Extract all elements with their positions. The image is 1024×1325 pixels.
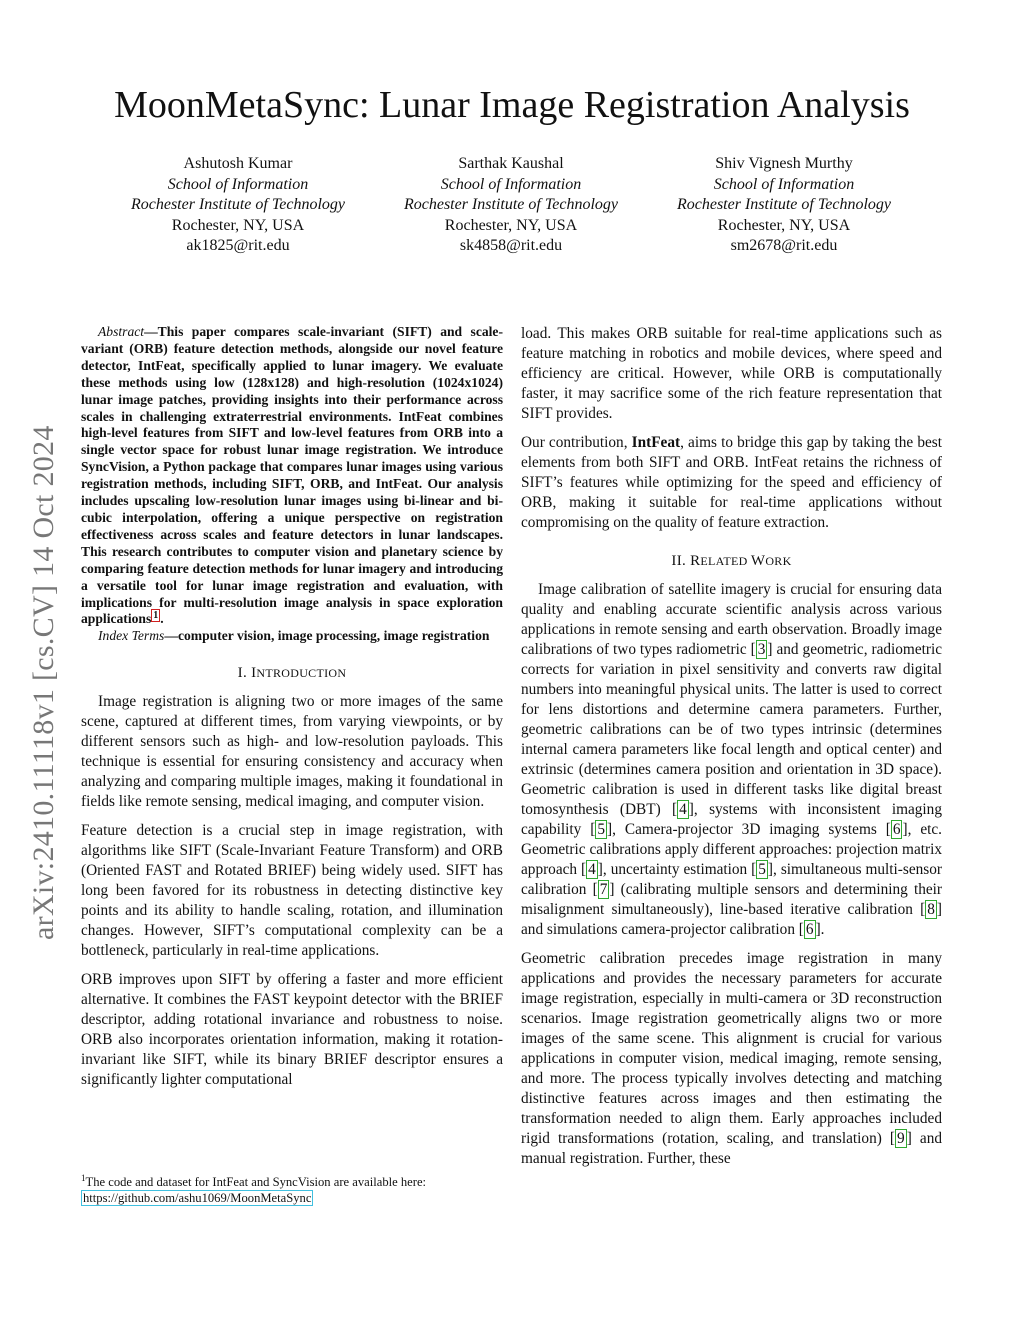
intro-paragraph-continued: load. This makes ORB suitable for real-time applications such as feature matching in robotics and mobile devices, where speed and efficiency are critical. However, while ORB is computationally faster, it may sacrifice some of the rich feature representation that SIFT provides. — [521, 325, 942, 422]
section-heading-related-work — [521, 551, 942, 571]
citation-link[interactable]: 8 — [927, 901, 935, 918]
related-paragraph-1: Image calibration of satellite imagery is crucial for ensuring data quality and enabling accurate scientific analysis across various applications in remote sensing and earth observation. Broadly image calibrations of two types radiometric [ 3 ] and geometric, radiometric corrects for variation in pixel sensitivity and converts raw digital numbers into meaningful physical units. The latter is used to correct for lens distortions and determine camera parameters. Further, geometric calibrations can be of two types intrinsic (determines internal camera parameters like focal length and optical center) and extrinsic (determines camera position and orientation in 3D space). Geometric calibration is used in different tasks like digital breast tomosynthesis (DBT) [ 4 ], systems with inconsistent imaging capability [ 5 ], Camera-projector 3D imaging systems [ 6 ], etc. Geometric calibrations apply different approaches: projection matrix approach [ 4 ], uncertainty estimation [ 5 ], simultaneous multi-sensor calibration [ 7 ] (calibrating multiple sensors and determining their misalignment simultaneously), line-based iterative calibration [ 8 ] and simulations camera-projector calibration [ 6 ]. — [521, 581, 942, 938]
author-dept: School of Information — [713, 175, 855, 193]
author-dept: School of Information — [167, 175, 309, 193]
citation-link[interactable]: 9 — [897, 1130, 905, 1147]
author-name: Sarthak Kaushal — [458, 155, 564, 172]
abstract-end: . — [160, 611, 164, 627]
citation-link[interactable]: 3 — [757, 641, 766, 658]
text-run: and geometric, radiometric corrects for variation in pixel sensitivity and converts raw digital numbers into meaningful physical units. The latter is used to correct for lens distortions and determine camera parameters. Further, geometric calibrations can be of two types intrinsic (determines internal camera parameters like focal length and optical center) and extrinsic (determines camera position and orientation in 3D space). Geometric calibration is used in different tasks like digital breast tomosynthesis (DBT) — [521, 641, 942, 818]
citation-link[interactable]: 7 — [599, 881, 608, 898]
author-org: Rochester Institute of Technology — [130, 196, 346, 213]
citation-link[interactable]: 6 — [892, 821, 901, 838]
citation-link[interactable]: 5 — [758, 861, 766, 878]
author-name: Shiv Vignesh Murthy — [715, 155, 853, 172]
right-column — [521, 324, 942, 1178]
author-name: Ashutosh Kumar — [183, 155, 293, 172]
paper-title: MoonMetaSync: Lunar Image Registration Analysis — [114, 84, 910, 126]
abstract-label: Abstract — [98, 324, 145, 339]
section-rest: NTRODUCTION — [256, 666, 347, 681]
index-terms — [81, 628, 503, 645]
author-org: Rochester Institute of Technology — [403, 196, 619, 213]
citation-link[interactable]: 4 — [679, 801, 687, 818]
footnote-text: The code and dataset for IntFeat and SyncVision are available here: — [85, 1175, 427, 1190]
section-initial: I — [251, 665, 257, 682]
author-org: Rochester Institute of Technology — [676, 196, 892, 213]
author-email[interactable]: sm2678@rit.edu — [730, 237, 838, 254]
text-run: , Camera-projector 3D imaging systems — [612, 821, 886, 838]
intfeat-bold: IntFeat — [631, 434, 681, 451]
related-paragraph-2: Geometric calibration precedes image registration in many applications and provides the necessary parameters for accurate image registration, especially in multi-camera or 3D reconstruction scenarios. Image registration geometrically aligns two or more images of the same scene. This alignment is crucial for various applications in computer vision, medical imaging, remote sensing, and more. The process typically involves detecting and matching distinctive features across images and then estimating the transformation needed to align them. Early approaches included rigid transformations (rotation, scaling, and translation) [ 9 ] and manual registration. Further, these — [521, 950, 942, 1167]
left-column — [81, 324, 503, 1099]
section-rest-2: ORK — [765, 554, 792, 568]
author-location: Rochester, NY, USA — [171, 216, 305, 234]
abstract — [81, 324, 503, 628]
text-run: . — [820, 921, 825, 938]
author-location: Rochester, NY, USA — [444, 216, 578, 234]
author-email[interactable]: ak1825@rit.edu — [186, 237, 290, 254]
github-link[interactable]: https://github.com/ashu1069/MoonMetaSync — [83, 1191, 312, 1206]
text-run: , simultaneous multi-sensor calibration — [521, 861, 942, 898]
author-location: Rochester, NY, USA — [717, 216, 851, 234]
section-heading-introduction — [81, 663, 503, 683]
footnote-ref-link[interactable]: 1 — [153, 609, 159, 621]
intro-paragraph-3: ORB improves upon SIFT by offering a faster and more efficient alternative. It combines the FAST keypoint detector with the BRIEF descriptor, adding rotational invariance and robustness to noise. ORB also incorporates orientation information, making it rotation-invariant like SIFT, while its binary BRIEF descriptor ensures a significantly lighter computational — [81, 971, 503, 1089]
text-run: and simulations camera-projector calibration — [521, 921, 799, 938]
intro-paragraph-1: Image registration is aligning two or more images of the same scene, captured at different times, from varying viewpoints, or by different sensors such as high- and low-resolution payloads. This technique is essential for ensuring consistency and accuracy when analyzing and comparing multiple images, making it foundational in fields like remote sensing, medical imaging, and computer vision. — [81, 693, 503, 811]
section-initial: R — [690, 553, 701, 569]
arxiv-stamp: arXiv:2410.11118v1 [cs.CV] 14 Oct 2024 — [27, 425, 60, 940]
section-rest: ELATED — [700, 554, 751, 568]
text-run: (calibrating multiple sensors and determining their misalignment simultaneously), line-based iterative calibration — [521, 881, 942, 918]
citation-link[interactable]: 4 — [588, 861, 596, 878]
text-run: Geometric calibration precedes image registration in many applications and provides the necessary parameters for accurate image registration, especially in multi-camera or 3D reconstruction scenarios. Image registration geometrically aligns two or more images of the same scene. This alignment is crucial for various applications in computer vision, medical imaging, remote sensing, and more. The process typically involves detecting and matching distinctive features across images and then estimating the transformation needed to align them. Early approaches included rigid transformations (rotation, scaling, and translation) — [521, 950, 942, 1147]
author-dept: School of Information — [440, 175, 582, 193]
section-initial-2: W — [750, 553, 766, 569]
contribution-paragraph — [521, 433, 942, 533]
author-email[interactable]: sk4858@rit.edu — [459, 237, 563, 254]
contribution-post: , aims to bridge this gap by taking the best elements from both SIFT and ORB. IntFeat retains the richness of SIFT’s features while optimizing for the speed and efficiency of ORB, making it suitable for real-time applications without compromising on the quality of feature extraction. — [521, 434, 942, 531]
abstract-text: —This paper compares scale-invariant (SIFT) and scale-variant (ORB) feature detection methods, alongside our novel feature detector, IntFeat, specifically applied to lunar imagery. We evaluate these methods using low (128x128) and high-resolution (1024x1024) lunar image patches, providing insights into their performance across scales in challenging extraterrestrial environments. IntFeat combines high-level features from SIFT and low-level features from ORB into a single vector space for robust lunar image registration. We introduce SyncVision, a Python package that compares lunar images using various registration methods, including SIFT, ORB, and IntFeat. Our analysis includes upscaling low-resolution lunar images using bi-linear and bi-cubic interpolation, offering a unique perspective on registration effectiveness across scales and feature detectors in lunar landscapes. This research contributes to computer vision and planetary science by comparing feature detection methods for lunar imagery and introducing a versatile tool for lunar image registration and evaluation, with implications for multi-resolution image analysis in space exploration applications — [81, 324, 503, 627]
citation-link[interactable]: 5 — [597, 821, 606, 838]
author-block-1 — [113, 154, 363, 257]
section-number: II. — [671, 553, 691, 569]
author-block-2 — [386, 154, 636, 257]
author-block-3 — [659, 154, 909, 257]
text-run: , etc. Geometric calibrations apply different approaches: projection matrix approach — [521, 821, 942, 878]
footnote — [81, 1170, 503, 1206]
footnote-mark: 1 — [81, 1173, 86, 1183]
text-run: , uncertainty estimation — [602, 861, 752, 878]
text-run: , systems with inconsistent imaging capability — [521, 801, 942, 838]
text-run: and manual registration. Further, these — [521, 1130, 942, 1167]
citation-link[interactable]: 6 — [805, 921, 814, 938]
contribution-pre: Our contribution, — [521, 434, 632, 451]
index-terms-text: —computer vision, image processing, image registration — [164, 628, 490, 644]
index-terms-label: Index Terms — [98, 628, 165, 644]
section-number: I. — [237, 665, 252, 682]
text-run: Image calibration of satellite imagery is crucial for ensuring data quality and enabling accurate scientific analysis across various applications in remote sensing and earth observation. Broadly image calibrations of two types radiometric — [521, 581, 942, 658]
intro-paragraph-2: Feature detection is a crucial step in image registration, with algorithms like SIFT (Scale-Invariant Feature Transform) and ORB (Oriented FAST and Rotated BRIEF) being widely used. SIFT has long been favored for its robustness in detecting distinctive key points and its ability to handle scaling, rotation, and illumination changes. However, SIFT’s computational complexity can be a bottleneck, particularly in real-time applications. — [81, 822, 503, 960]
